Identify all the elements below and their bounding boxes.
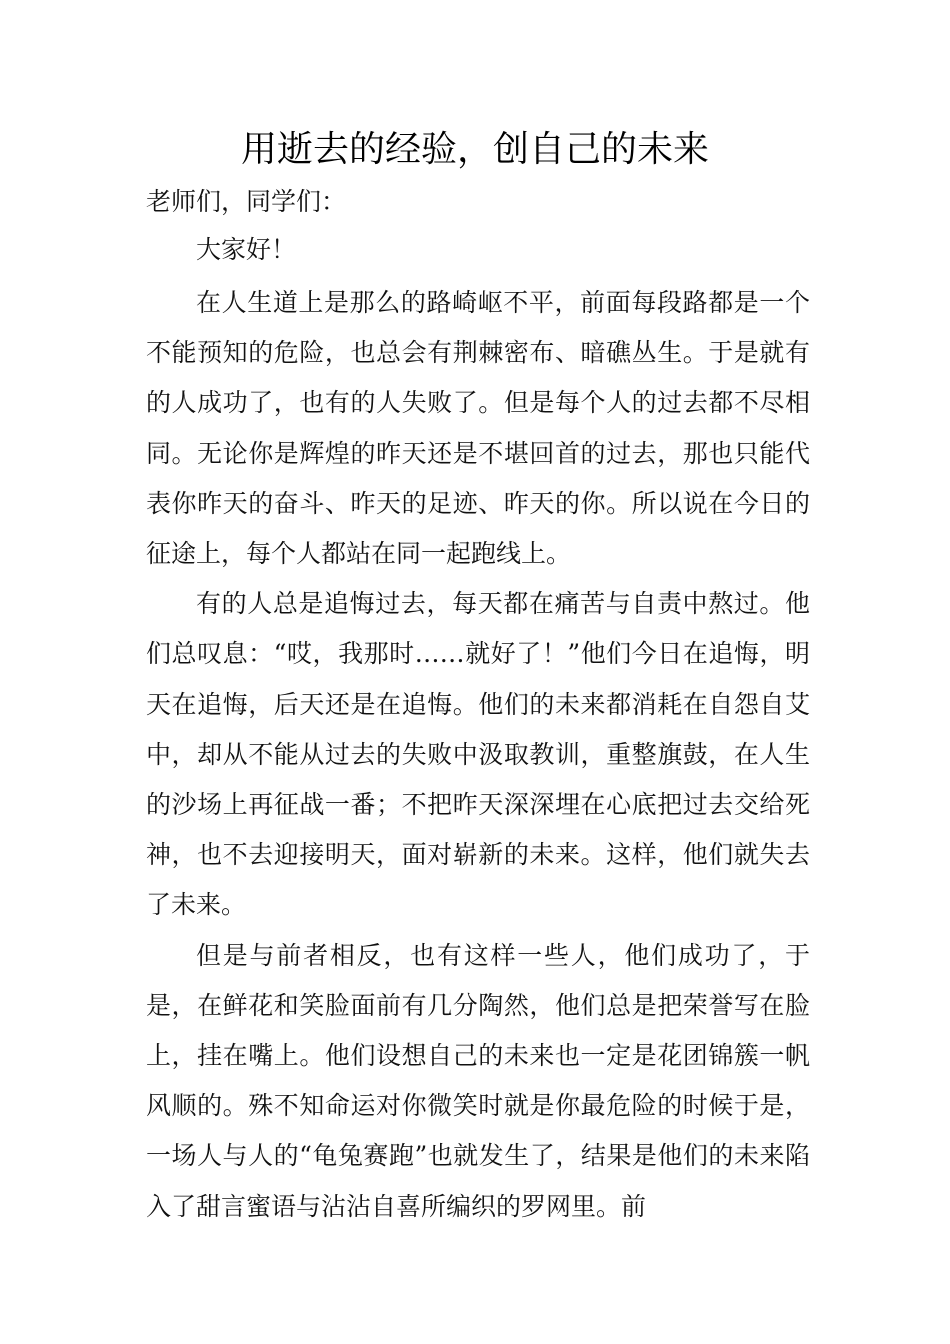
paragraph-2: 有的人总是追悔过去，每天都在痛苦与自责中熬过。他们总叹息：“哎，我那时……就好了！”他们今日在追悔，明天在追悔，后天还是在追悔。他们的未来都消耗在自怨自艾中，却从不能从过去的失败中汲取教训，重整旗鼓，在人生的沙场上再征战一番；不把昨天深深埋在心底把过去交给死神，也不去迎接明天，面对崭新的未来。这样，他们就失去了未来。 (146, 589, 810, 920)
greeting: 大家好！ (196, 235, 297, 264)
paragraph-3: 但是与前者相反，也有这样一些人，他们成功了，于是，在鲜花和笑脸面前有几分陶然，他们总是把荣誉写在脸上，挂在嘴上。他们设想自己的未来也一定是花团锦簇一帆风顺的。殊不知命运对你微笑时就是你最危险的时候于是，一场人与人的“龟兔赛跑”也就发生了，结果是他们的未来陷入了甜言蜜语与沾沾自喜所编织的罗网里。前 (146, 940, 810, 1221)
salutation: 老师们，同学们： (146, 187, 347, 216)
paragraph-1: 在人生道上是那么的路崎岖不平，前面每段路都是一个不能预知的危险，也总会有荆棘密布、暗礁丛生。于是就有的人成功了，也有的人失败了。但是每个人的过去都不尽相同。无论你是辉煌的昨天还是不堪回首的过去，那也只能代表你昨天的奋斗、昨天的足迹、昨天的你。所以说在今日的征途上，每个人都站在同一起跑线上。 (146, 288, 810, 569)
document-title: 用逝去的经验，创自己的未来 (240, 129, 709, 170)
document-body (146, 278, 810, 1232)
